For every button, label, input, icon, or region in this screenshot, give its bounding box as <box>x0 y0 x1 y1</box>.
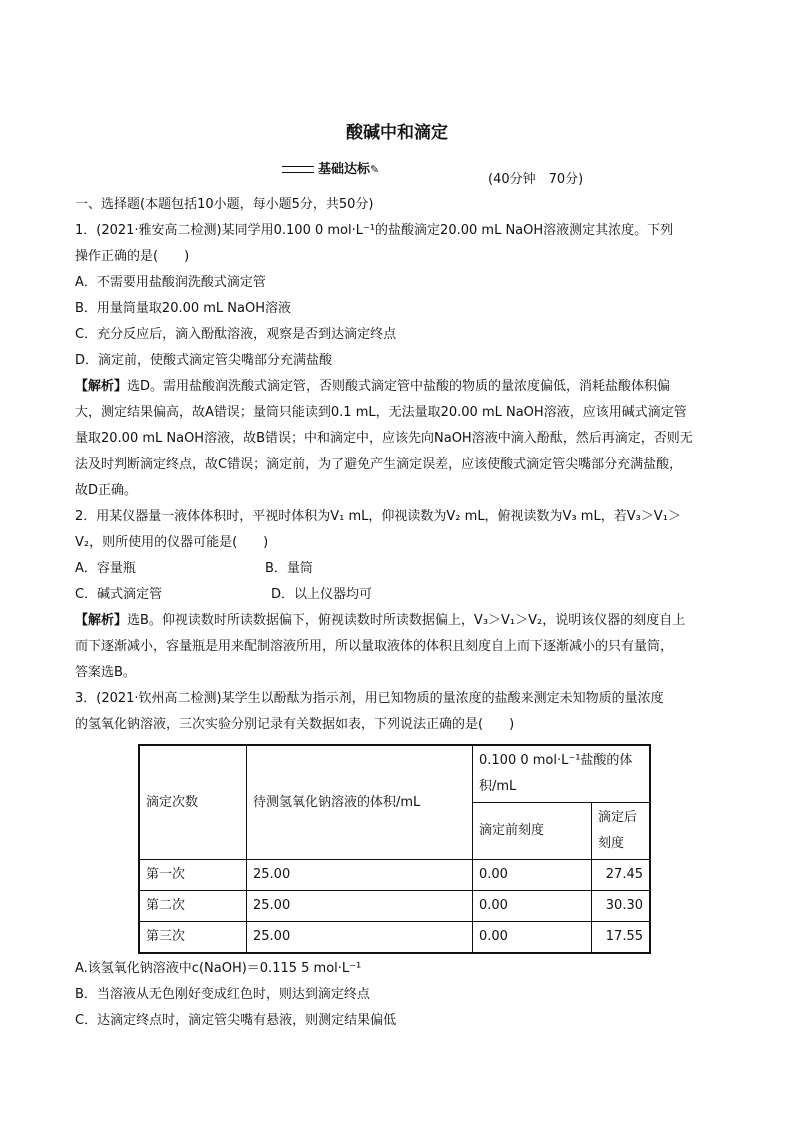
analysis-text: 选D。需用盐酸润洗酸式滴定管，否则酸式滴定管中盐酸的物质的量浓度偏低，消耗盐酸体积偏 <box>127 379 671 394</box>
q2-analysis-line3: 答案选B。 <box>75 665 136 680</box>
decorative-double-line <box>282 166 314 173</box>
cell-count: 第一次 <box>139 860 247 891</box>
header-after: 滴定后刻度 <box>592 803 651 860</box>
cell-after: 30.30 <box>592 891 651 922</box>
cell-count: 第二次 <box>139 891 247 922</box>
q2-options-cd <box>75 582 725 608</box>
cell-before: 0.00 <box>473 860 592 891</box>
q1-analysis-line2: 大，测定结果偏高，故A错误；量筒只能读到0.1 mL，无法量取20.00 mL NaOH溶液，应该用碱式滴定管 <box>75 405 687 420</box>
page-title: 酸碱中和滴定 <box>346 123 448 143</box>
cell-after: 27.45 <box>592 860 651 891</box>
time-score: (40分钟 70分) <box>488 172 584 187</box>
header-hcl-volume: 0.100 0 mol·L⁻¹盐酸的体积/mL <box>473 745 651 803</box>
q2-stem-line2: V₂，则所使用的仪器可能是( ) <box>75 535 269 550</box>
cell-before: 0.00 <box>473 922 592 954</box>
q1-analysis-line5: 故D正确。 <box>75 483 138 498</box>
q1-analysis-line3: 量取20.00 mL NaOH溶液，故B错误；中和滴定中，应该先向NaOH溶液中滴入酚酞，然后再滴定，否则无 <box>75 431 693 446</box>
table-row <box>139 922 650 954</box>
q3-stem-line2: 的氢氧化钠溶液，三次实验分别记录有关数据如表，下列说法正确的是( ) <box>75 717 515 732</box>
header-before: 滴定前刻度 <box>473 803 592 860</box>
q3-option-c: C．达滴定终点时，滴定管尖嘴有悬液，则测定结果偏低 <box>75 1013 397 1028</box>
q2-analysis-line1 <box>75 608 725 634</box>
analysis-label: 【解析】 <box>75 379 128 394</box>
section-label: 基础达标 <box>318 162 371 177</box>
cell-naoh: 25.00 <box>247 922 473 954</box>
pencil-icon: ✎ <box>370 163 380 176</box>
q1-stem-line1: 1．(2021·雅安高二检测)某同学用0.100 0 mol·L⁻¹的盐酸滴定20.00 mL NaOH溶液测定其浓度。下列 <box>75 223 674 238</box>
header-naoh-volume: 待测氢氧化钠溶液的体积/mL <box>247 745 473 860</box>
q2-option-a: A．容量瓶 <box>75 561 136 576</box>
question-content <box>75 192 725 1034</box>
q1-option-b: B．用量筒量取20.00 mL NaOH溶液 <box>75 301 292 316</box>
q2-options-ab <box>75 556 725 582</box>
cell-before: 0.00 <box>473 891 592 922</box>
q2-option-c: C．碱式滴定管 <box>75 587 163 602</box>
cell-count: 第三次 <box>139 922 247 954</box>
q1-option-a: A．不需要用盐酸润洗酸式滴定管 <box>75 275 266 290</box>
cell-after: 17.55 <box>592 922 651 954</box>
q2-analysis-line2: 而下逐渐减小，容量瓶是用来配制溶液所用，所以量取液体的体积且刻度自上而下逐渐减小的只有量筒， <box>75 639 674 654</box>
q1-option-c: C．充分反应后，滴入酚酞溶液，观察是否到达滴定终点 <box>75 327 397 342</box>
q1-option-d: D．滴定前，使酸式滴定管尖嘴部分充满盐酸 <box>75 353 333 368</box>
q1-analysis-line4: 法及时判断滴定终点，故C错误；滴定前，为了避免产生滴定误差，应该使酸式滴定管尖嘴部分充满盐酸， <box>75 457 683 472</box>
table-row <box>139 860 650 891</box>
header-count: 滴定次数 <box>139 745 247 860</box>
q2-option-d: D．以上仪器均可 <box>271 587 373 602</box>
analysis-text: 选B。仰视读数时所读数据偏下，俯视读数时所读数据偏上，V₃＞V₁＞V₂，说明该仪器的刻度自上 <box>127 613 686 628</box>
cell-naoh: 25.00 <box>247 891 473 922</box>
q3-option-a: A.该氢氧化钠溶液中c(NaOH)＝0.115 5 mol·L⁻¹ <box>75 961 362 976</box>
titration-table <box>138 744 651 954</box>
q3-stem-line1: 3．(2021·钦州高二检测)某学生以酚酞为指示剂，用已知物质的量浓度的盐酸来测定未知物质的量浓度 <box>75 691 664 706</box>
q3-option-b: B．当溶液从无色刚好变成红色时，则达到滴定终点 <box>75 987 370 1002</box>
part-heading: 一、选择题(本题包括10小题，每小题5分，共50分) <box>75 197 374 212</box>
q1-stem-line2: 操作正确的是( ) <box>75 249 190 264</box>
section-header <box>282 158 379 177</box>
q2-option-b: B．量筒 <box>265 561 313 576</box>
q2-stem-line1: 2．用某仪器量一液体体积时，平视时体积为V₁ mL，仰视读数为V₂ mL，俯视读数为V₃ mL，若V₃＞V₁＞ <box>75 509 681 524</box>
table-row <box>139 891 650 922</box>
analysis-label: 【解析】 <box>75 613 128 628</box>
cell-naoh: 25.00 <box>247 860 473 891</box>
q1-analysis-line1 <box>75 374 725 400</box>
